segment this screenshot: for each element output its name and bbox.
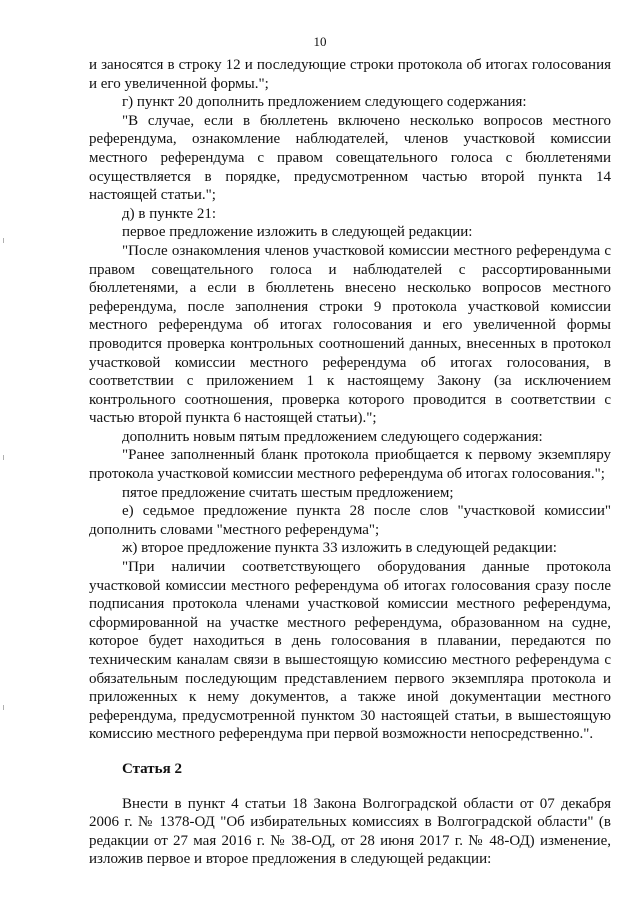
paragraph-quote-fifth-sentence: "Ранее заполненный бланк протокола приобщается к первому экземпляру протокола участковой комиссии местного референдума об итогах голосования."; xyxy=(89,447,611,483)
paragraph-fifth-to-sixth: пятое предложение считать шестым предложением; xyxy=(122,484,454,501)
paragraph-quote-item-d: "После ознакомления членов участковой комиссии местного референдума с правом совещательного голоса и наблюдателей с рассортированными бюллетенями, а если в бюллетень внесено несколько вопросов местного референдума, после заполнения строки 9 протокола участковой комиссии местного референдума об итогах голосования и его увеличенной формы проводится проверка контрольных соотношений данных, внесенных в протокол участковой комиссии местного референдума об итогах голосования, в соответствии с приложением 1 к настоящему Закону (за исключением контрольного соотношения, проверка которого проводится в соответствии с частью второй пункта 6 настоящей статьи)."; xyxy=(89,242,611,427)
margin-mark xyxy=(3,705,4,710)
paragraph-first-sentence: первое предложение изложить в следующей редакции: xyxy=(122,224,473,241)
paragraph-item-zh: ж) второе предложение пункта 33 изложить в следующей редакции: xyxy=(122,540,557,557)
paragraph-item-e: е) седьмое предложение пункта 28 после слов "участковой комиссии" дополнить словами "местного референдума"; xyxy=(89,503,611,538)
paragraph-article-2: Внести в пункт 4 статьи 18 Закона Волгоградской области от 07 декабря 2006 г. № 1378-ОД "Об избирательных комиссиях в Волгоградской области" (в редакции от 27 мая 2016 г. № 38-ОД, от 28 июня 2017 г. № 48-ОД) изменение, изложив первое и второе предложения в следующей редакции: xyxy=(89,795,611,868)
paragraph-quote-item-g: "В случае, если в бюллетень включено несколько вопросов местного референдума, ознакомление наблюдателей, членов участковой комиссии местного референдума с правом совещательного голоса с бюллетенями осуществляется в порядке, предусмотренном частью второй пункта 14 настоящей статьи."; xyxy=(89,112,611,204)
document-body xyxy=(89,56,611,869)
paragraph-item-g: г) пункт 20 дополнить предложением следующего содержания: xyxy=(122,94,527,111)
paragraph-continuation: и заносятся в строку 12 и последующие строки протокола об итогах голосования и его увеличенной формы."; xyxy=(89,57,611,92)
paragraph-add-fifth-sentence: дополнить новым пятым предложением следующего содержания: xyxy=(122,428,543,445)
page-number: 10 xyxy=(313,34,327,49)
paragraph-item-d: д) в пункте 21: xyxy=(122,205,216,222)
margin-mark xyxy=(3,455,4,460)
paragraph-quote-item-zh: "При наличии соответствующего оборудования данные протокола участковой комиссии местного референдума об итогах голосования сразу после подписания протокола членами участковой комиссии местного референдума, сформированной на участке местного референдума, образованном на судне, которое будет находиться в день голосования в плавании, передаются по техническим каналам связи в вышестоящую комиссию местного референдума с обязательным последующим представлением первого экземпляра протокола и приложенных к нему документов, а также иной документации местного референдума, предусмотренной пунктом 30 настоящей статьи, в вышестоящую комиссию местного референдума при первой возможности непосредственно.". xyxy=(89,559,611,743)
margin-mark xyxy=(3,238,4,243)
article-heading: Статья 2 xyxy=(122,760,182,777)
